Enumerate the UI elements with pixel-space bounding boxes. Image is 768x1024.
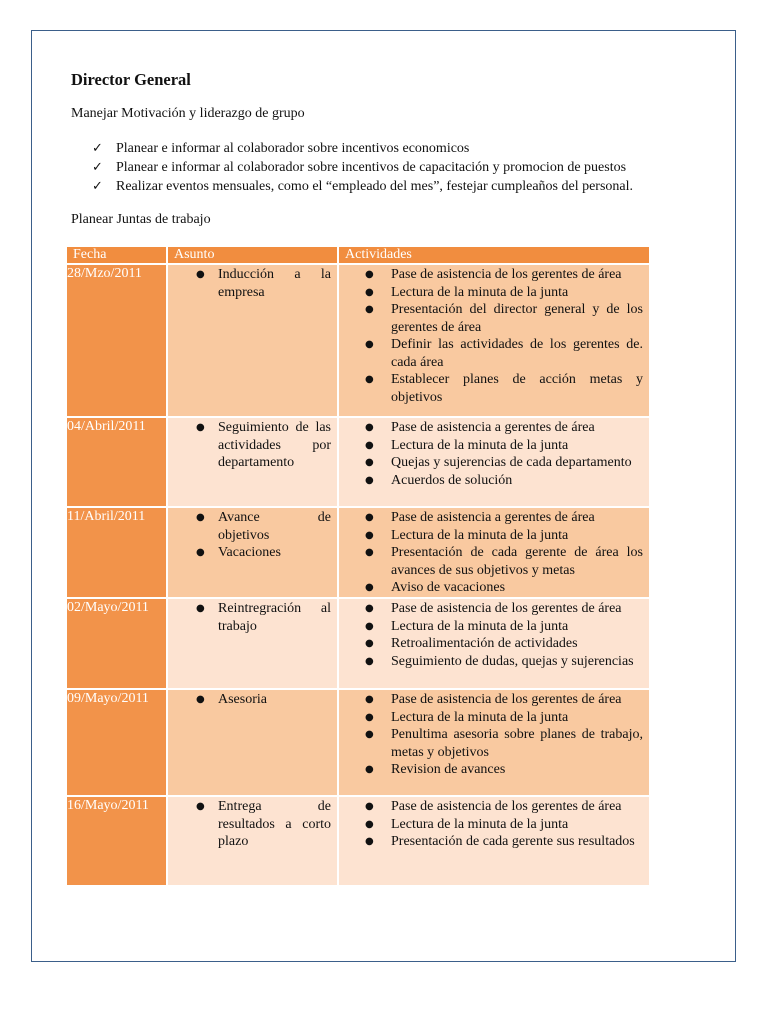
- bullet-icon: ●: [365, 620, 374, 632]
- checkmark-icon: ✓: [92, 160, 103, 175]
- bullet-icon: ●: [365, 286, 374, 298]
- header-subject: Asunto: [167, 246, 338, 264]
- bullet-icon: ●: [365, 304, 374, 315]
- subject-cell: [167, 264, 338, 417]
- header-date: Fecha: [66, 246, 167, 264]
- bullet-icon: ●: [365, 603, 374, 614]
- bullet-icon: ●: [365, 711, 374, 723]
- list-item: ● Lectura de la minuta de la junta: [365, 816, 569, 832]
- date-cell: 09/Mayo/2011: [66, 689, 167, 796]
- meeting-schedule-table: [65, 245, 651, 887]
- bullet-icon: ●: [196, 547, 205, 558]
- list-item: ● Asesoria: [196, 692, 267, 707]
- table-row: [66, 264, 650, 417]
- bullet-icon: ●: [365, 638, 374, 649]
- list-item: ● Definir las actividades de los gerentes de. cada área: [365, 337, 643, 370]
- bullet-icon: ●: [365, 836, 374, 847]
- list-item: ● Lectura de la minuta de la junta: [365, 284, 569, 300]
- section-heading: Director General: [71, 70, 191, 89]
- subject-cell: [167, 417, 338, 507]
- bullet-icon: ●: [365, 422, 374, 433]
- bullet-icon: ●: [196, 694, 205, 705]
- table-row: [66, 689, 650, 796]
- list-item: ● Acuerdos de solución: [365, 472, 513, 488]
- bullet-icon: ●: [365, 439, 374, 451]
- checkmark-icon: ✓: [92, 141, 103, 156]
- bullet-icon: ●: [365, 374, 374, 385]
- list-item: ● Seguimiento de las actividades por departamento: [196, 420, 331, 470]
- bullet-icon: ●: [196, 603, 205, 614]
- activities-cell: [338, 598, 650, 689]
- bullet-icon: ●: [365, 269, 374, 280]
- bullet-icon: ●: [196, 512, 205, 523]
- list-item: ● Pase de asistencia a gerentes de área: [365, 420, 595, 435]
- list-item: ● Avance de objetivos: [196, 510, 331, 543]
- bullet-icon: ●: [365, 764, 374, 775]
- bullet-icon: ●: [365, 729, 374, 740]
- list-item: ● Lectura de la minuta de la junta: [365, 437, 569, 453]
- bullet-icon: ●: [365, 818, 374, 830]
- table-row: [66, 507, 650, 598]
- checklist-item: ✓ Planear e informar al colaborador sobre incentivos de capacitación y promocion de puestos: [92, 160, 627, 175]
- list-item: ● Lectura de la minuta de la junta: [365, 618, 569, 634]
- checklist: [92, 139, 633, 196]
- list-item: ● Inducción a la empresa: [196, 267, 331, 300]
- table-row: [66, 417, 650, 507]
- bullet-icon: ●: [365, 529, 374, 541]
- bullet-icon: ●: [196, 801, 205, 812]
- checklist-item: ✓ Realizar eventos mensuales, como el “empleado del mes”, festejar cumpleaños del personal.: [92, 179, 634, 194]
- list-item: ● Presentación de cada gerente de área los avances de sus objetivos y metas: [365, 545, 643, 578]
- bullet-icon: ●: [365, 457, 374, 468]
- bullet-icon: ●: [365, 512, 374, 523]
- list-item: ● Presentación del director general y de los gerentes de área: [365, 302, 643, 335]
- date-cell: 04/Abril/2011: [66, 417, 167, 507]
- table-subtitle: Planear Juntas de trabajo: [71, 212, 211, 227]
- subject-cell: [167, 598, 338, 689]
- list-item: ● Presentación de cada gerente sus resultados: [365, 834, 635, 849]
- bullet-icon: ●: [365, 655, 374, 667]
- date-cell: 11/Abril/2011: [66, 507, 167, 598]
- list-item: ● Pase de asistencia de los gerentes de área: [365, 799, 622, 814]
- bullet-icon: ●: [196, 422, 205, 433]
- list-item: ● Quejas y sujerencias de cada departamento: [365, 455, 632, 470]
- activities-cell: [338, 417, 650, 507]
- subject-cell: [167, 507, 338, 598]
- bullet-icon: ●: [365, 547, 374, 558]
- list-item: ● Revision de avances: [365, 762, 506, 777]
- list-item: ● Pase de asistencia de los gerentes de área: [365, 267, 622, 282]
- bullet-icon: ●: [196, 269, 205, 280]
- bullet-icon: ●: [365, 339, 374, 350]
- checklist-item: ✓ Planear e informar al colaborador sobre incentivos economicos: [92, 141, 470, 156]
- list-item: ● Lectura de la minuta de la junta: [365, 527, 569, 543]
- activities-cell: [338, 264, 650, 417]
- list-item: ● Entrega de resultados a corto plazo: [196, 799, 331, 849]
- bullet-icon: ●: [365, 474, 374, 486]
- activities-cell: [338, 507, 650, 598]
- subject-cell: [167, 689, 338, 796]
- checkmark-icon: ✓: [92, 179, 103, 194]
- list-item: ● Reintregración al trabajo: [196, 601, 331, 634]
- activities-cell: [338, 689, 650, 796]
- bullet-icon: ●: [365, 694, 374, 705]
- list-item: ● Pase de asistencia de los gerentes de área: [365, 601, 622, 616]
- list-item: ● Lectura de la minuta de la junta: [365, 709, 569, 725]
- list-item: ● Penultima asesoria sobre planes de trabajo, metas y objetivos: [365, 727, 643, 760]
- subject-cell: [167, 796, 338, 886]
- bullet-icon: ●: [365, 582, 374, 593]
- list-item: ● Seguimiento de dudas, quejas y sujerencias: [365, 653, 634, 669]
- table-row: [66, 796, 650, 886]
- table-header-row: [66, 246, 650, 264]
- list-item: ● Pase de asistencia de los gerentes de área: [365, 692, 622, 707]
- date-cell: 02/Mayo/2011: [66, 598, 167, 689]
- header-activities: Actividades: [338, 246, 650, 264]
- list-item: ● Aviso de vacaciones: [365, 580, 506, 595]
- intro-text: Manejar Motivación y liderazgo de grupo: [71, 106, 305, 121]
- list-item: ● Vacaciones: [196, 545, 281, 560]
- date-cell: 16/Mayo/2011: [66, 796, 167, 886]
- list-item: ● Pase de asistencia a gerentes de área: [365, 510, 595, 525]
- bullet-icon: ●: [365, 801, 374, 812]
- date-cell: 28/Mzo/2011: [66, 264, 167, 417]
- table-row: [66, 598, 650, 689]
- list-item: ● Establecer planes de acción metas y objetivos: [365, 372, 643, 405]
- list-item: ● Retroalimentación de actividades: [365, 636, 578, 651]
- activities-cell: [338, 796, 650, 886]
